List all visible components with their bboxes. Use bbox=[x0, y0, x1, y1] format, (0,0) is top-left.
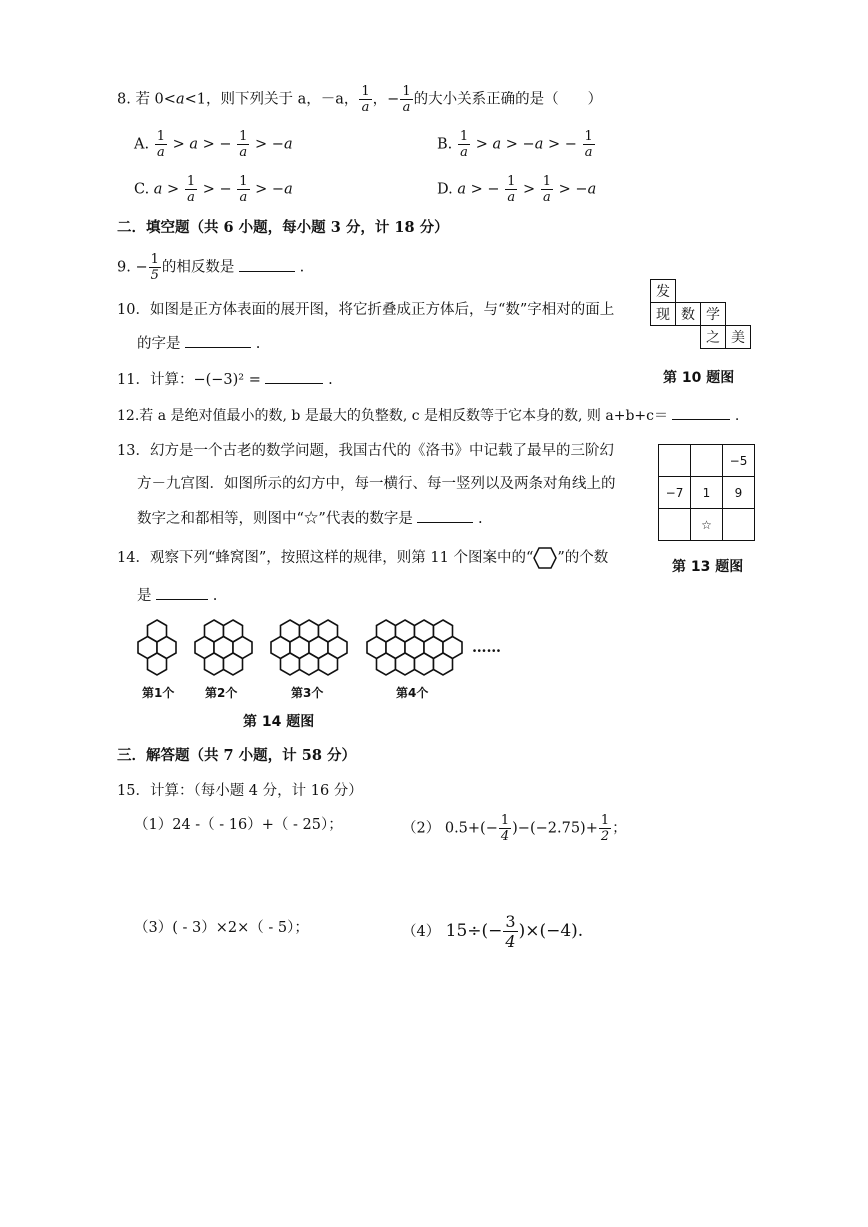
q15-p2-expr-a: 0.5+(− bbox=[444, 820, 498, 837]
q14-line1a: 14．观察下列“蜂窝图”，按照这样的规律，则第 11 个图案中的“ bbox=[117, 550, 534, 566]
q15-p2-end: ； bbox=[612, 820, 627, 837]
option-label: A. bbox=[134, 136, 150, 153]
option-label: B. bbox=[437, 136, 453, 153]
q14-line2-text: 是 bbox=[137, 588, 152, 604]
q8-neg: − bbox=[387, 91, 400, 108]
honeycomb-1 bbox=[138, 620, 176, 675]
q12-answer-blank[interactable] bbox=[672, 405, 730, 420]
q12 bbox=[117, 405, 739, 426]
q10-caption: 第 10 题图 bbox=[663, 370, 735, 386]
magic-cell: ☆ bbox=[690, 508, 723, 541]
q9 bbox=[117, 252, 304, 283]
q11-text: 11．计算：−(−3)² = bbox=[117, 372, 261, 388]
section-3-title: 三．解答题（共 7 小题，计 58 分） bbox=[117, 747, 356, 764]
expr-frac: $\frac{1}{a}$ bbox=[239, 174, 248, 205]
expr-frac: $\frac{1}{a}$ bbox=[156, 129, 165, 160]
q8-option-a[interactable]: A. $\frac{1}{a}$ > a > − $\frac{1}{a}$ > −a bbox=[134, 129, 293, 160]
option-label: C. bbox=[134, 181, 150, 198]
q8-option-d[interactable]: D. a > − $\frac{1}{a}$ > $\frac{1}{a}$ > −a bbox=[437, 174, 597, 205]
q13-line3-text: 数字之和都相等，则图中“☆”代表的数字是 bbox=[137, 511, 413, 527]
q9-answer-blank[interactable] bbox=[239, 257, 295, 272]
magic-cell: 1 bbox=[690, 476, 723, 509]
q13-answer-blank[interactable] bbox=[417, 508, 473, 523]
q14-line1b: ”的个数 bbox=[557, 550, 609, 566]
q9-end: . bbox=[299, 259, 305, 276]
q8-sep: ， bbox=[372, 91, 388, 108]
q13-line2: 方－九宫图．如图所示的幻方中，每一横行、每一竖列以及两条对角线上的 bbox=[137, 476, 616, 492]
q8-stem-end: 的大小关系正确的是（ ） bbox=[413, 91, 603, 108]
honeycomb-figures bbox=[128, 613, 528, 683]
expr-frac: $\frac{1}{a}$ bbox=[186, 174, 196, 205]
net-cell: 发 bbox=[650, 279, 676, 303]
q11-end: . bbox=[328, 372, 333, 388]
net-cell: 数 bbox=[675, 302, 701, 326]
q15-p4-a: 15÷(− bbox=[445, 921, 503, 941]
honeycomb-3 bbox=[271, 620, 347, 675]
expr-frac: $\frac{1}{a}$ bbox=[507, 174, 516, 205]
q9-num: 9. bbox=[117, 259, 131, 276]
q13-line3 bbox=[137, 508, 483, 529]
magic-cell bbox=[722, 508, 755, 541]
q14-end: . bbox=[212, 588, 218, 604]
honeycomb-label-3: 第3个 bbox=[291, 686, 324, 700]
q15-part-4 bbox=[402, 912, 583, 951]
honeycomb-ellipsis: …… bbox=[472, 639, 501, 656]
q8-option-c[interactable]: C. a > $\frac{1}{a}$ > − $\frac{1}{a}$ > −a bbox=[134, 174, 293, 205]
q9-neg: − bbox=[135, 259, 148, 276]
q15-part-2 bbox=[402, 813, 627, 844]
q13-caption: 第 13 题图 bbox=[672, 559, 744, 575]
q15-part-3: （3）( - 3）×2×（ - 5）； bbox=[134, 920, 309, 936]
expr-frac: $\frac{1}{a}$ bbox=[239, 129, 248, 160]
magic-cell: −5 bbox=[722, 444, 755, 477]
q10-line2-text: 的字是 bbox=[137, 336, 181, 352]
q11 bbox=[117, 369, 333, 390]
q15-p2-expr-b: )−(−2.75)+ bbox=[512, 820, 598, 837]
section-2-title: 二．填空题（共 6 小题，每小题 3 分，计 18 分） bbox=[117, 219, 449, 236]
q11-answer-blank[interactable] bbox=[265, 369, 323, 384]
q8-stem bbox=[117, 84, 602, 115]
q14-line1 bbox=[117, 547, 608, 569]
q15-p2-label: （2） bbox=[402, 820, 441, 837]
honeycomb-label-1: 第1个 bbox=[142, 686, 175, 700]
q9-text: 的相反数是 bbox=[161, 259, 235, 276]
q13-line1: 13．幻方是一个古老的数学问题，我国古代的《洛书》中记载了最早的三阶幻 bbox=[117, 443, 614, 459]
q12-end: . bbox=[734, 408, 740, 424]
hexagon-icon bbox=[533, 547, 557, 569]
net-cell: 现 bbox=[650, 302, 676, 326]
option-label: D. bbox=[437, 181, 453, 198]
q8-stem-c: a，－a， bbox=[297, 91, 359, 108]
net-cell: 学 bbox=[700, 302, 726, 326]
q15-p4-frac: $\frac{3}{4}$ bbox=[505, 912, 516, 951]
q15-p4-b: )×(−4). bbox=[518, 921, 584, 941]
expr-frac: $\frac{1}{a}$ bbox=[584, 129, 593, 160]
q8-stem-a: 8. 若 0< bbox=[117, 91, 176, 108]
q8-frac-2: $\frac{1}{a}$ bbox=[402, 84, 411, 115]
magic-cell: 9 bbox=[722, 476, 755, 509]
q12-text: 12.若 a 是绝对值最小的数, b 是最大的负整数, c 是相反数等于它本身的数, 则 a+b+c＝ bbox=[117, 408, 668, 424]
q10-answer-blank[interactable] bbox=[185, 333, 251, 348]
q8-stem-var: a bbox=[175, 91, 185, 108]
q14-answer-blank[interactable] bbox=[156, 585, 208, 600]
magic-cell: −7 bbox=[658, 476, 691, 509]
q10-line2 bbox=[137, 333, 260, 354]
honeycomb-label-4: 第4个 bbox=[396, 686, 429, 700]
q9-frac: $\frac{1}{5}$ bbox=[150, 252, 159, 283]
q15-p2-frac-1: $\frac{1}{4}$ bbox=[500, 813, 510, 844]
q15-p2-frac-2: $\frac{1}{2}$ bbox=[600, 813, 610, 844]
expr-frac: $\frac{1}{a}$ bbox=[459, 129, 469, 160]
net-cell: 之 bbox=[700, 325, 726, 349]
q15-p4-label: （4） bbox=[402, 924, 441, 940]
q15-part-1: （1）24 -（ - 16）+（ - 25）； bbox=[134, 817, 343, 833]
q14-caption: 第 14 题图 bbox=[243, 714, 315, 730]
q8-stem-b: <1，则下列关于 bbox=[184, 91, 298, 108]
honeycomb-4 bbox=[367, 620, 462, 675]
q10-line1: 10．如图是正方体表面的展开图，将它折叠成正方体后，与“数”字相对的面上 bbox=[117, 302, 615, 318]
expr-frac: $\frac{1}{a}$ bbox=[542, 174, 552, 205]
q10-end: . bbox=[255, 336, 261, 352]
magic-cell bbox=[690, 444, 723, 477]
q15-title: 15．计算：（每小题 4 分，计 16 分） bbox=[117, 783, 363, 799]
q8-option-b[interactable]: B. $\frac{1}{a}$ > a > −a > − $\frac{1}{a}$ bbox=[437, 129, 593, 160]
magic-cell bbox=[658, 444, 691, 477]
honeycomb-2 bbox=[195, 620, 252, 675]
q8-frac-1: $\frac{1}{a}$ bbox=[361, 84, 370, 115]
honeycomb-label-2: 第2个 bbox=[205, 686, 238, 700]
net-cell: 美 bbox=[725, 325, 751, 349]
q14-line2 bbox=[137, 585, 217, 606]
q13-end: . bbox=[478, 511, 483, 527]
magic-cell bbox=[658, 508, 691, 541]
